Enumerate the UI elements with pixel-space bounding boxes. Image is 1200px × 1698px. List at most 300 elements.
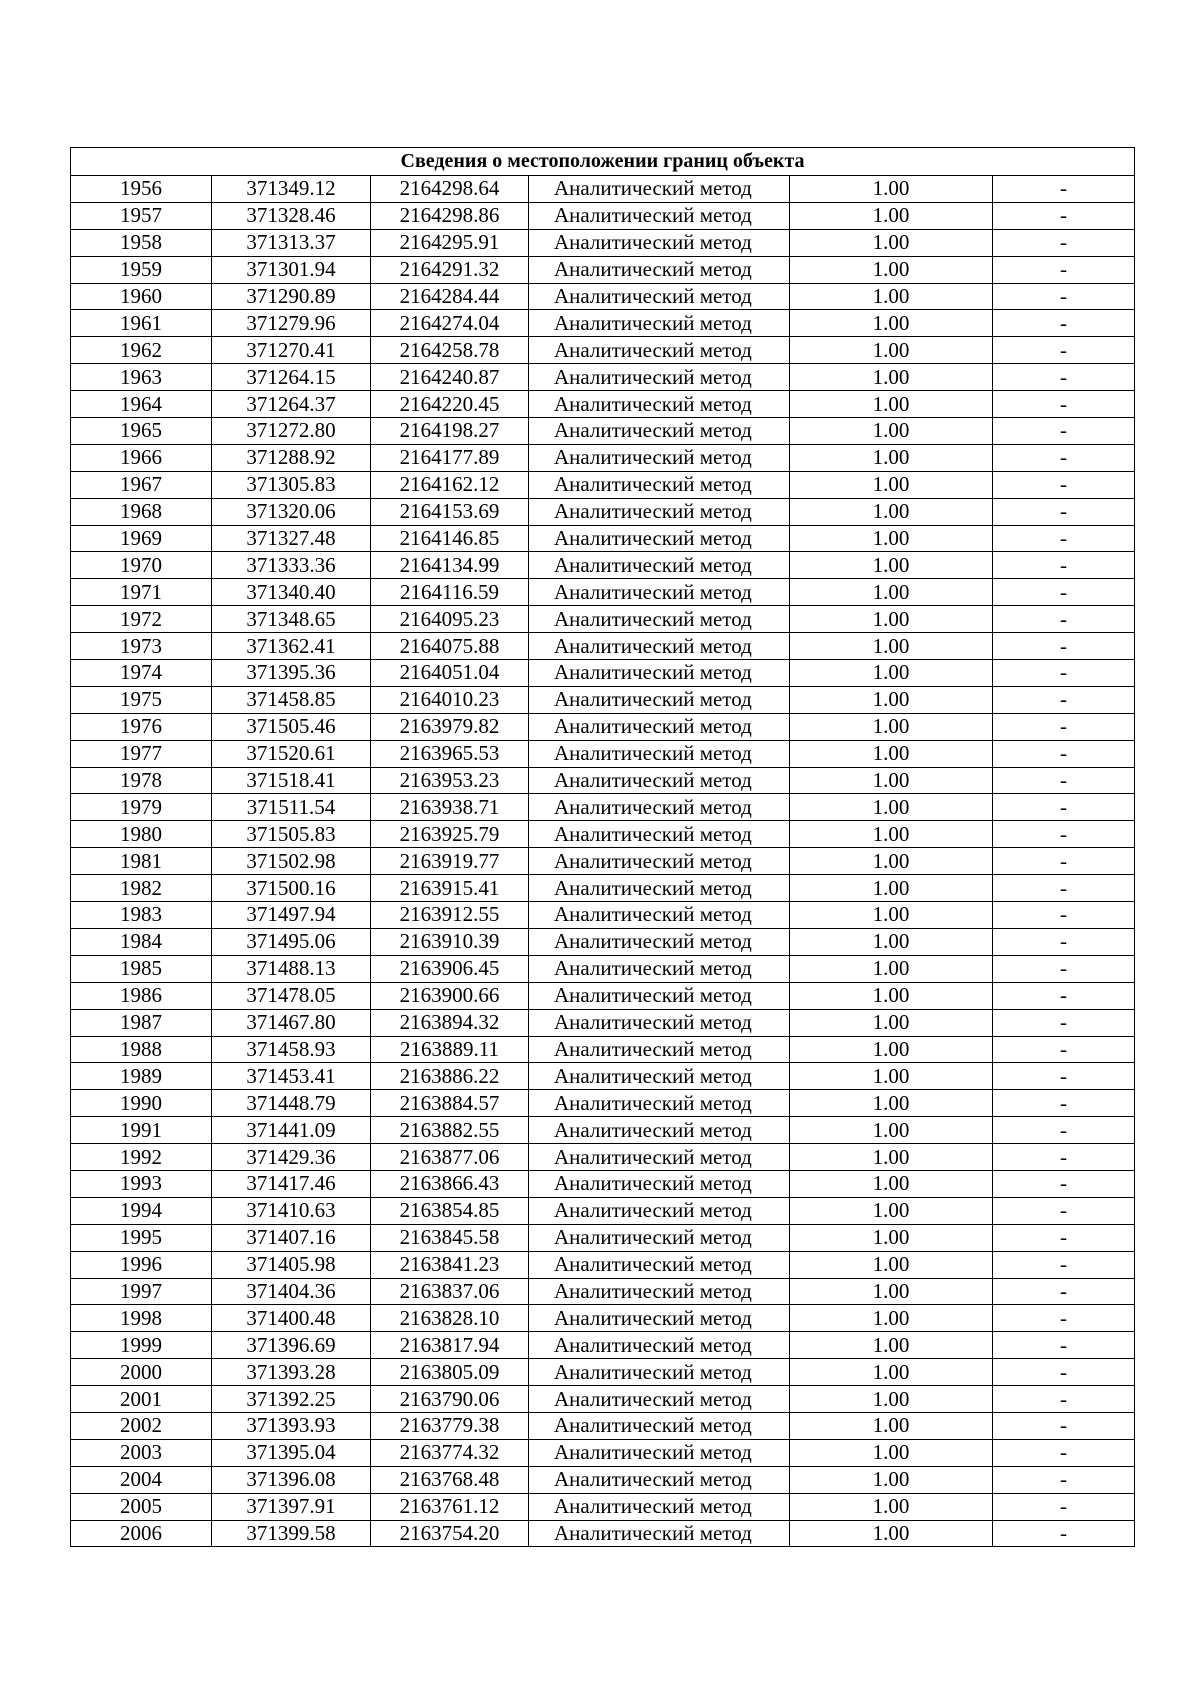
x-coordinate-cell: 371395.04 bbox=[212, 1439, 371, 1466]
table-title-row bbox=[71, 148, 1135, 176]
method-cell: Аналитический метод bbox=[529, 1224, 790, 1251]
point-number-cell: 1998 bbox=[71, 1305, 212, 1332]
method-cell: Аналитический метод bbox=[529, 1520, 790, 1547]
description-cell: - bbox=[993, 902, 1135, 929]
x-coordinate-cell: 371400.48 bbox=[212, 1305, 371, 1332]
y-coordinate-cell: 2163837.06 bbox=[371, 1278, 529, 1305]
description-cell: - bbox=[993, 579, 1135, 606]
y-coordinate-cell: 2163882.55 bbox=[371, 1117, 529, 1144]
table-row bbox=[71, 229, 1135, 256]
x-coordinate-cell: 371396.08 bbox=[212, 1466, 371, 1493]
table-row bbox=[71, 1036, 1135, 1063]
accuracy-cell: 1.00 bbox=[790, 1386, 993, 1413]
x-coordinate-cell: 371488.13 bbox=[212, 955, 371, 982]
description-cell: - bbox=[993, 444, 1135, 471]
point-number-cell: 1990 bbox=[71, 1090, 212, 1117]
accuracy-cell: 1.00 bbox=[790, 1117, 993, 1144]
accuracy-cell: 1.00 bbox=[790, 525, 993, 552]
method-cell: Аналитический метод bbox=[529, 337, 790, 364]
y-coordinate-cell: 2164284.44 bbox=[371, 283, 529, 310]
accuracy-cell: 1.00 bbox=[790, 982, 993, 1009]
table-row bbox=[71, 875, 1135, 902]
point-number-cell: 1985 bbox=[71, 955, 212, 982]
table-row bbox=[71, 767, 1135, 794]
y-coordinate-cell: 2163805.09 bbox=[371, 1359, 529, 1386]
description-cell: - bbox=[993, 391, 1135, 418]
boundary-coordinates-table bbox=[70, 147, 1135, 1547]
y-coordinate-cell: 2164220.45 bbox=[371, 391, 529, 418]
y-coordinate-cell: 2164162.12 bbox=[371, 471, 529, 498]
description-cell: - bbox=[993, 875, 1135, 902]
accuracy-cell: 1.00 bbox=[790, 176, 993, 203]
description-cell: - bbox=[993, 1520, 1135, 1547]
x-coordinate-cell: 371270.41 bbox=[212, 337, 371, 364]
point-number-cell: 1978 bbox=[71, 767, 212, 794]
table-row bbox=[71, 1009, 1135, 1036]
x-coordinate-cell: 371264.15 bbox=[212, 364, 371, 391]
y-coordinate-cell: 2163828.10 bbox=[371, 1305, 529, 1332]
description-cell: - bbox=[993, 1466, 1135, 1493]
table-row bbox=[71, 1493, 1135, 1520]
method-cell: Аналитический метод bbox=[529, 1090, 790, 1117]
y-coordinate-cell: 2163817.94 bbox=[371, 1332, 529, 1359]
accuracy-cell: 1.00 bbox=[790, 928, 993, 955]
y-coordinate-cell: 2164298.86 bbox=[371, 202, 529, 229]
description-cell: - bbox=[993, 202, 1135, 229]
method-cell: Аналитический метод bbox=[529, 229, 790, 256]
accuracy-cell: 1.00 bbox=[790, 606, 993, 633]
x-coordinate-cell: 371478.05 bbox=[212, 982, 371, 1009]
description-cell: - bbox=[993, 256, 1135, 283]
y-coordinate-cell: 2163877.06 bbox=[371, 1144, 529, 1171]
y-coordinate-cell: 2164146.85 bbox=[371, 525, 529, 552]
description-cell: - bbox=[993, 1197, 1135, 1224]
description-cell: - bbox=[993, 740, 1135, 767]
method-cell: Аналитический метод bbox=[529, 418, 790, 445]
accuracy-cell: 1.00 bbox=[790, 552, 993, 579]
accuracy-cell: 1.00 bbox=[790, 1305, 993, 1332]
table-row bbox=[71, 848, 1135, 875]
description-cell: - bbox=[993, 1278, 1135, 1305]
point-number-cell: 1972 bbox=[71, 606, 212, 633]
table-row bbox=[71, 283, 1135, 310]
x-coordinate-cell: 371279.96 bbox=[212, 310, 371, 337]
accuracy-cell: 1.00 bbox=[790, 902, 993, 929]
point-number-cell: 1981 bbox=[71, 848, 212, 875]
method-cell: Аналитический метод bbox=[529, 740, 790, 767]
point-number-cell: 1987 bbox=[71, 1009, 212, 1036]
table-row bbox=[71, 176, 1135, 203]
description-cell: - bbox=[993, 1009, 1135, 1036]
x-coordinate-cell: 371340.40 bbox=[212, 579, 371, 606]
method-cell: Аналитический метод bbox=[529, 283, 790, 310]
description-cell: - bbox=[993, 686, 1135, 713]
method-cell: Аналитический метод bbox=[529, 1063, 790, 1090]
description-cell: - bbox=[993, 1493, 1135, 1520]
y-coordinate-cell: 2163925.79 bbox=[371, 821, 529, 848]
accuracy-cell: 1.00 bbox=[790, 1412, 993, 1439]
description-cell: - bbox=[993, 525, 1135, 552]
x-coordinate-cell: 371441.09 bbox=[212, 1117, 371, 1144]
description-cell: - bbox=[993, 767, 1135, 794]
x-coordinate-cell: 371429.36 bbox=[212, 1144, 371, 1171]
point-number-cell: 1966 bbox=[71, 444, 212, 471]
point-number-cell: 1979 bbox=[71, 794, 212, 821]
table-row bbox=[71, 471, 1135, 498]
y-coordinate-cell: 2164051.04 bbox=[371, 660, 529, 687]
y-coordinate-cell: 2163919.77 bbox=[371, 848, 529, 875]
x-coordinate-cell: 371518.41 bbox=[212, 767, 371, 794]
x-coordinate-cell: 371511.54 bbox=[212, 794, 371, 821]
point-number-cell: 2001 bbox=[71, 1386, 212, 1413]
method-cell: Аналитический метод bbox=[529, 444, 790, 471]
y-coordinate-cell: 2164177.89 bbox=[371, 444, 529, 471]
description-cell: - bbox=[993, 1036, 1135, 1063]
description-cell: - bbox=[993, 1170, 1135, 1197]
table-row bbox=[71, 444, 1135, 471]
description-cell: - bbox=[993, 660, 1135, 687]
point-number-cell: 1993 bbox=[71, 1170, 212, 1197]
description-cell: - bbox=[993, 176, 1135, 203]
accuracy-cell: 1.00 bbox=[790, 848, 993, 875]
accuracy-cell: 1.00 bbox=[790, 364, 993, 391]
point-number-cell: 1983 bbox=[71, 902, 212, 929]
point-number-cell: 1986 bbox=[71, 982, 212, 1009]
point-number-cell: 2002 bbox=[71, 1412, 212, 1439]
x-coordinate-cell: 371497.94 bbox=[212, 902, 371, 929]
point-number-cell: 1992 bbox=[71, 1144, 212, 1171]
table-row bbox=[71, 740, 1135, 767]
y-coordinate-cell: 2163790.06 bbox=[371, 1386, 529, 1413]
description-cell: - bbox=[993, 471, 1135, 498]
y-coordinate-cell: 2163900.66 bbox=[371, 982, 529, 1009]
point-number-cell: 1965 bbox=[71, 418, 212, 445]
description-cell: - bbox=[993, 955, 1135, 982]
x-coordinate-cell: 371393.93 bbox=[212, 1412, 371, 1439]
method-cell: Аналитический метод bbox=[529, 1466, 790, 1493]
x-coordinate-cell: 371458.85 bbox=[212, 686, 371, 713]
x-coordinate-cell: 371393.28 bbox=[212, 1359, 371, 1386]
method-cell: Аналитический метод bbox=[529, 713, 790, 740]
y-coordinate-cell: 2163906.45 bbox=[371, 955, 529, 982]
x-coordinate-cell: 371417.46 bbox=[212, 1170, 371, 1197]
accuracy-cell: 1.00 bbox=[790, 740, 993, 767]
method-cell: Аналитический метод bbox=[529, 525, 790, 552]
accuracy-cell: 1.00 bbox=[790, 1493, 993, 1520]
x-coordinate-cell: 371348.65 bbox=[212, 606, 371, 633]
x-coordinate-cell: 371272.80 bbox=[212, 418, 371, 445]
method-cell: Аналитический метод bbox=[529, 552, 790, 579]
description-cell: - bbox=[993, 283, 1135, 310]
y-coordinate-cell: 2164075.88 bbox=[371, 633, 529, 660]
description-cell: - bbox=[993, 1144, 1135, 1171]
table-row bbox=[71, 955, 1135, 982]
method-cell: Аналитический метод bbox=[529, 1036, 790, 1063]
table-row bbox=[71, 256, 1135, 283]
accuracy-cell: 1.00 bbox=[790, 498, 993, 525]
y-coordinate-cell: 2163979.82 bbox=[371, 713, 529, 740]
x-coordinate-cell: 371395.36 bbox=[212, 660, 371, 687]
table-row bbox=[71, 498, 1135, 525]
description-cell: - bbox=[993, 1412, 1135, 1439]
x-coordinate-cell: 371327.48 bbox=[212, 525, 371, 552]
y-coordinate-cell: 2163761.12 bbox=[371, 1493, 529, 1520]
description-cell: - bbox=[993, 418, 1135, 445]
table-row bbox=[71, 1386, 1135, 1413]
accuracy-cell: 1.00 bbox=[790, 1036, 993, 1063]
method-cell: Аналитический метод bbox=[529, 364, 790, 391]
table-row bbox=[71, 310, 1135, 337]
accuracy-cell: 1.00 bbox=[790, 1332, 993, 1359]
description-cell: - bbox=[993, 928, 1135, 955]
table-row bbox=[71, 713, 1135, 740]
x-coordinate-cell: 371505.83 bbox=[212, 821, 371, 848]
description-cell: - bbox=[993, 821, 1135, 848]
table-row bbox=[71, 1063, 1135, 1090]
method-cell: Аналитический метод bbox=[529, 955, 790, 982]
accuracy-cell: 1.00 bbox=[790, 1520, 993, 1547]
method-cell: Аналитический метод bbox=[529, 982, 790, 1009]
y-coordinate-cell: 2164298.64 bbox=[371, 176, 529, 203]
y-coordinate-cell: 2163953.23 bbox=[371, 767, 529, 794]
y-coordinate-cell: 2163889.11 bbox=[371, 1036, 529, 1063]
point-number-cell: 1976 bbox=[71, 713, 212, 740]
accuracy-cell: 1.00 bbox=[790, 337, 993, 364]
table-row bbox=[71, 1439, 1135, 1466]
point-number-cell: 1997 bbox=[71, 1278, 212, 1305]
description-cell: - bbox=[993, 1063, 1135, 1090]
y-coordinate-cell: 2163910.39 bbox=[371, 928, 529, 955]
method-cell: Аналитический метод bbox=[529, 1412, 790, 1439]
point-number-cell: 1977 bbox=[71, 740, 212, 767]
x-coordinate-cell: 371349.12 bbox=[212, 176, 371, 203]
description-cell: - bbox=[993, 498, 1135, 525]
method-cell: Аналитический метод bbox=[529, 579, 790, 606]
table-row bbox=[71, 606, 1135, 633]
method-cell: Аналитический метод bbox=[529, 310, 790, 337]
point-number-cell: 1974 bbox=[71, 660, 212, 687]
accuracy-cell: 1.00 bbox=[790, 633, 993, 660]
accuracy-cell: 1.00 bbox=[790, 1090, 993, 1117]
point-number-cell: 1956 bbox=[71, 176, 212, 203]
y-coordinate-cell: 2163938.71 bbox=[371, 794, 529, 821]
description-cell: - bbox=[993, 1386, 1135, 1413]
accuracy-cell: 1.00 bbox=[790, 1170, 993, 1197]
accuracy-cell: 1.00 bbox=[790, 444, 993, 471]
point-number-cell: 1970 bbox=[71, 552, 212, 579]
x-coordinate-cell: 371505.46 bbox=[212, 713, 371, 740]
accuracy-cell: 1.00 bbox=[790, 283, 993, 310]
table-row bbox=[71, 660, 1135, 687]
point-number-cell: 1996 bbox=[71, 1251, 212, 1278]
accuracy-cell: 1.00 bbox=[790, 418, 993, 445]
table-row bbox=[71, 337, 1135, 364]
point-number-cell: 1973 bbox=[71, 633, 212, 660]
y-coordinate-cell: 2163965.53 bbox=[371, 740, 529, 767]
point-number-cell: 1958 bbox=[71, 229, 212, 256]
accuracy-cell: 1.00 bbox=[790, 686, 993, 713]
point-number-cell: 1959 bbox=[71, 256, 212, 283]
accuracy-cell: 1.00 bbox=[790, 1063, 993, 1090]
x-coordinate-cell: 371397.91 bbox=[212, 1493, 371, 1520]
method-cell: Аналитический метод bbox=[529, 1009, 790, 1036]
accuracy-cell: 1.00 bbox=[790, 1009, 993, 1036]
method-cell: Аналитический метод bbox=[529, 686, 790, 713]
y-coordinate-cell: 2163866.43 bbox=[371, 1170, 529, 1197]
method-cell: Аналитический метод bbox=[529, 1332, 790, 1359]
x-coordinate-cell: 371301.94 bbox=[212, 256, 371, 283]
point-number-cell: 1989 bbox=[71, 1063, 212, 1090]
accuracy-cell: 1.00 bbox=[790, 310, 993, 337]
description-cell: - bbox=[993, 364, 1135, 391]
accuracy-cell: 1.00 bbox=[790, 229, 993, 256]
description-cell: - bbox=[993, 1251, 1135, 1278]
x-coordinate-cell: 371392.25 bbox=[212, 1386, 371, 1413]
method-cell: Аналитический метод bbox=[529, 606, 790, 633]
x-coordinate-cell: 371333.36 bbox=[212, 552, 371, 579]
table-row bbox=[71, 1170, 1135, 1197]
accuracy-cell: 1.00 bbox=[790, 256, 993, 283]
accuracy-cell: 1.00 bbox=[790, 391, 993, 418]
point-number-cell: 2005 bbox=[71, 1493, 212, 1520]
y-coordinate-cell: 2163779.38 bbox=[371, 1412, 529, 1439]
accuracy-cell: 1.00 bbox=[790, 1197, 993, 1224]
y-coordinate-cell: 2163886.22 bbox=[371, 1063, 529, 1090]
table-row bbox=[71, 982, 1135, 1009]
accuracy-cell: 1.00 bbox=[790, 1466, 993, 1493]
accuracy-cell: 1.00 bbox=[790, 1359, 993, 1386]
method-cell: Аналитический метод bbox=[529, 1197, 790, 1224]
method-cell: Аналитический метод bbox=[529, 256, 790, 283]
point-number-cell: 2006 bbox=[71, 1520, 212, 1547]
point-number-cell: 1969 bbox=[71, 525, 212, 552]
point-number-cell: 1964 bbox=[71, 391, 212, 418]
accuracy-cell: 1.00 bbox=[790, 1251, 993, 1278]
table-row bbox=[71, 1520, 1135, 1547]
table-row bbox=[71, 794, 1135, 821]
method-cell: Аналитический метод bbox=[529, 471, 790, 498]
method-cell: Аналитический метод bbox=[529, 1144, 790, 1171]
method-cell: Аналитический метод bbox=[529, 1278, 790, 1305]
x-coordinate-cell: 371495.06 bbox=[212, 928, 371, 955]
description-cell: - bbox=[993, 552, 1135, 579]
accuracy-cell: 1.00 bbox=[790, 875, 993, 902]
y-coordinate-cell: 2164291.32 bbox=[371, 256, 529, 283]
description-cell: - bbox=[993, 1090, 1135, 1117]
point-number-cell: 1988 bbox=[71, 1036, 212, 1063]
method-cell: Аналитический метод bbox=[529, 633, 790, 660]
y-coordinate-cell: 2163884.57 bbox=[371, 1090, 529, 1117]
table-row bbox=[71, 1090, 1135, 1117]
x-coordinate-cell: 371313.37 bbox=[212, 229, 371, 256]
accuracy-cell: 1.00 bbox=[790, 1278, 993, 1305]
accuracy-cell: 1.00 bbox=[790, 660, 993, 687]
description-cell: - bbox=[993, 1332, 1135, 1359]
table-row bbox=[71, 391, 1135, 418]
description-cell: - bbox=[993, 337, 1135, 364]
y-coordinate-cell: 2164116.59 bbox=[371, 579, 529, 606]
table-row bbox=[71, 1305, 1135, 1332]
description-cell: - bbox=[993, 1359, 1135, 1386]
method-cell: Аналитический метод bbox=[529, 767, 790, 794]
x-coordinate-cell: 371288.92 bbox=[212, 444, 371, 471]
x-coordinate-cell: 371404.36 bbox=[212, 1278, 371, 1305]
table-row bbox=[71, 928, 1135, 955]
description-cell: - bbox=[993, 1224, 1135, 1251]
point-number-cell: 2004 bbox=[71, 1466, 212, 1493]
y-coordinate-cell: 2163774.32 bbox=[371, 1439, 529, 1466]
description-cell: - bbox=[993, 1439, 1135, 1466]
point-number-cell: 1957 bbox=[71, 202, 212, 229]
point-number-cell: 1967 bbox=[71, 471, 212, 498]
method-cell: Аналитический метод bbox=[529, 928, 790, 955]
table-row bbox=[71, 1251, 1135, 1278]
accuracy-cell: 1.00 bbox=[790, 955, 993, 982]
table-row bbox=[71, 1197, 1135, 1224]
description-cell: - bbox=[993, 713, 1135, 740]
x-coordinate-cell: 371305.83 bbox=[212, 471, 371, 498]
point-number-cell: 1975 bbox=[71, 686, 212, 713]
point-number-cell: 2000 bbox=[71, 1359, 212, 1386]
table-row bbox=[71, 1412, 1135, 1439]
table-row bbox=[71, 1144, 1135, 1171]
y-coordinate-cell: 2164258.78 bbox=[371, 337, 529, 364]
y-coordinate-cell: 2163912.55 bbox=[371, 902, 529, 929]
accuracy-cell: 1.00 bbox=[790, 1144, 993, 1171]
description-cell: - bbox=[993, 1305, 1135, 1332]
x-coordinate-cell: 371399.58 bbox=[212, 1520, 371, 1547]
point-number-cell: 1971 bbox=[71, 579, 212, 606]
method-cell: Аналитический метод bbox=[529, 1386, 790, 1413]
y-coordinate-cell: 2163754.20 bbox=[371, 1520, 529, 1547]
method-cell: Аналитический метод bbox=[529, 202, 790, 229]
method-cell: Аналитический метод bbox=[529, 848, 790, 875]
description-cell: - bbox=[993, 1117, 1135, 1144]
x-coordinate-cell: 371407.16 bbox=[212, 1224, 371, 1251]
method-cell: Аналитический метод bbox=[529, 660, 790, 687]
y-coordinate-cell: 2164198.27 bbox=[371, 418, 529, 445]
method-cell: Аналитический метод bbox=[529, 1170, 790, 1197]
accuracy-cell: 1.00 bbox=[790, 579, 993, 606]
x-coordinate-cell: 371410.63 bbox=[212, 1197, 371, 1224]
x-coordinate-cell: 371264.37 bbox=[212, 391, 371, 418]
accuracy-cell: 1.00 bbox=[790, 821, 993, 848]
point-number-cell: 1960 bbox=[71, 283, 212, 310]
y-coordinate-cell: 2163841.23 bbox=[371, 1251, 529, 1278]
table-row bbox=[71, 1466, 1135, 1493]
accuracy-cell: 1.00 bbox=[790, 767, 993, 794]
x-coordinate-cell: 371453.41 bbox=[212, 1063, 371, 1090]
y-coordinate-cell: 2164274.04 bbox=[371, 310, 529, 337]
table-row bbox=[71, 686, 1135, 713]
accuracy-cell: 1.00 bbox=[790, 1224, 993, 1251]
table-row bbox=[71, 1224, 1135, 1251]
x-coordinate-cell: 371467.80 bbox=[212, 1009, 371, 1036]
y-coordinate-cell: 2163894.32 bbox=[371, 1009, 529, 1036]
table-row bbox=[71, 202, 1135, 229]
method-cell: Аналитический метод bbox=[529, 1359, 790, 1386]
description-cell: - bbox=[993, 982, 1135, 1009]
x-coordinate-cell: 371458.93 bbox=[212, 1036, 371, 1063]
y-coordinate-cell: 2163915.41 bbox=[371, 875, 529, 902]
table-row bbox=[71, 633, 1135, 660]
description-cell: - bbox=[993, 633, 1135, 660]
y-coordinate-cell: 2164295.91 bbox=[371, 229, 529, 256]
description-cell: - bbox=[993, 794, 1135, 821]
y-coordinate-cell: 2164095.23 bbox=[371, 606, 529, 633]
table-row bbox=[71, 579, 1135, 606]
x-coordinate-cell: 371396.69 bbox=[212, 1332, 371, 1359]
